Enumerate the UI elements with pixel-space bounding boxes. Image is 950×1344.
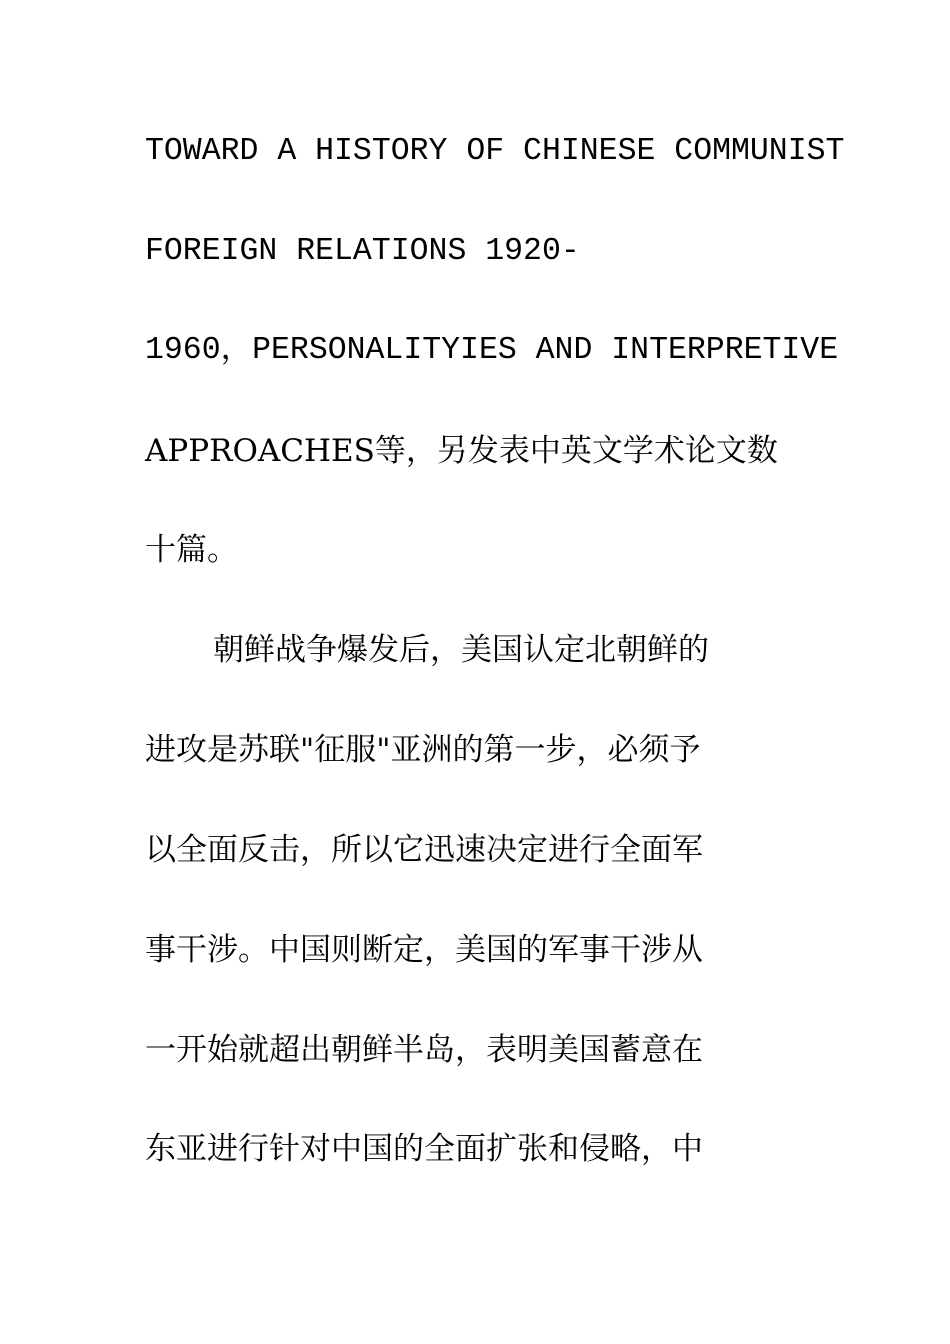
text-line: TOWARD A HISTORY OF CHINESE COMMUNIST — [145, 134, 845, 169]
text-line: 十篇。 — [145, 532, 238, 568]
text-line: APPROACHES等，另发表中英文学术论文数 — [145, 433, 778, 469]
text-line: 以全面反击，所以它迅速决定进行全面军 — [145, 832, 703, 868]
text-line: 东亚进行针对中国的全面扩张和侵略，中 — [145, 1131, 703, 1167]
paragraph-first-line: 朝鲜战争爆发后，美国认定北朝鲜的 — [213, 632, 709, 668]
text-line: 一开始就超出朝鲜半岛，表明美国蓄意在 — [145, 1032, 703, 1068]
text-line: 1960，PERSONALITYIES AND INTERPRETIVE — [145, 333, 839, 368]
text-line: 事干涉。中国则断定，美国的军事干涉从 — [145, 932, 703, 968]
text-line: FOREIGN RELATIONS 1920- — [145, 234, 580, 269]
text-line: 进攻是苏联"征服"亚洲的第一步，必须予 — [145, 732, 701, 768]
